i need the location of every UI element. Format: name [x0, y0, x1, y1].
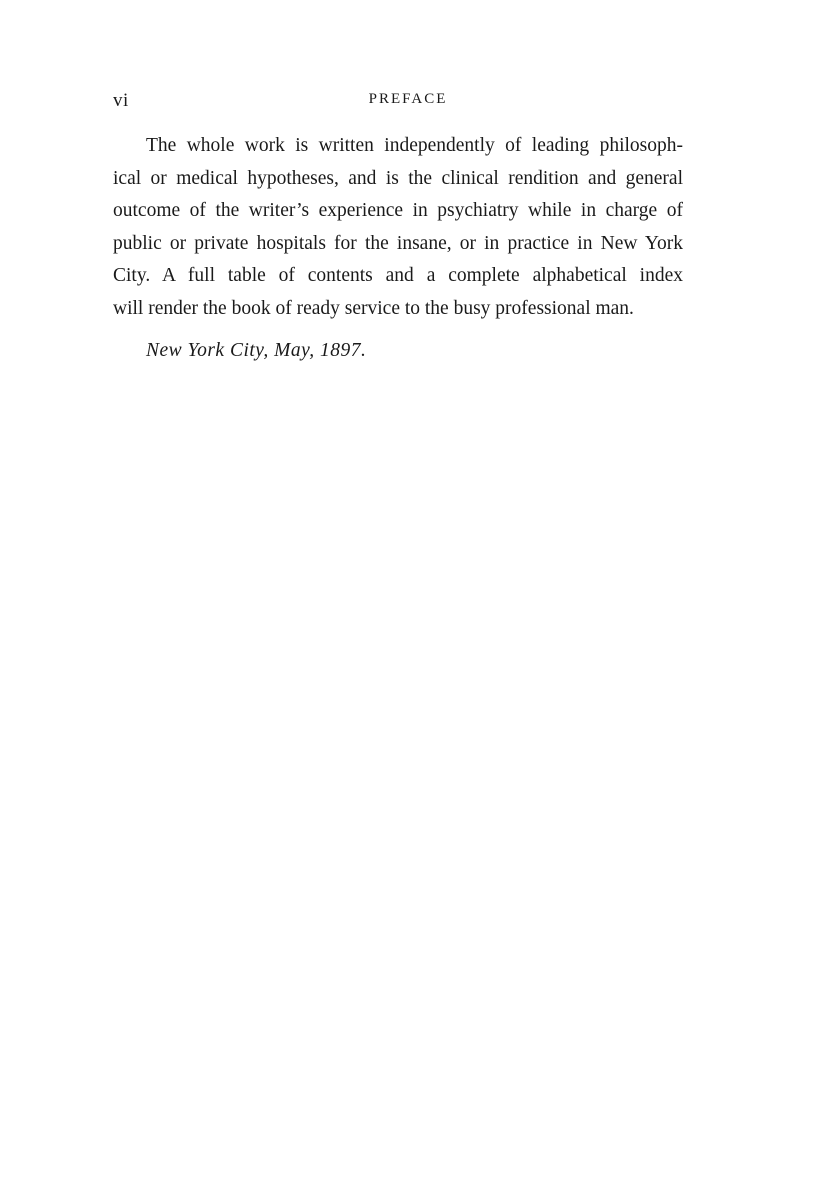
page-number: vi [113, 90, 129, 111]
running-head [113, 90, 683, 114]
place-date-signoff: New York City, May, 1897. [146, 340, 367, 361]
paragraph-line: The whole work is written independently of leading philosoph- [146, 135, 683, 156]
preface-paragraph [113, 130, 683, 325]
paragraph-line: outcome of the writer’s experience in psychiatry while in charge of [113, 200, 683, 221]
paragraph-line: will render the book of ready service to the busy professional man. [113, 297, 634, 319]
paragraph-line: public or private hospitals for the insane, or in practice in New York [113, 232, 683, 254]
running-title: PREFACE [368, 91, 448, 107]
paragraph-line: City. A full table of contents and a complete alphabetical index [113, 265, 683, 286]
paragraph-line: ical or medical hypotheses, and is the clinical rendition and general [113, 167, 683, 189]
